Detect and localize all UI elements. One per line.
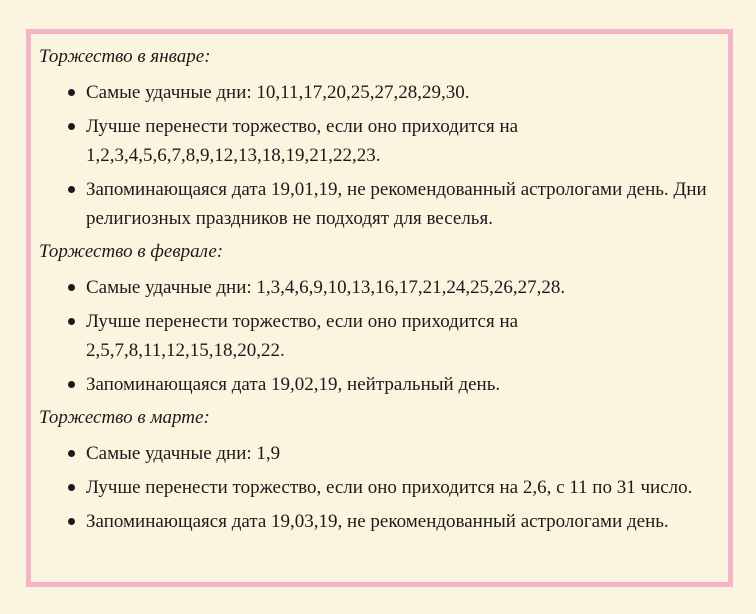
list-item: Лучше перенести торжество, если оно приходится на 1,2,3,4,5,6,7,8,9,12,13,18,19,21,22,23. [39,112,720,170]
list-item: Лучше перенести торжество, если оно приходится на 2,6, с 11 по 31 число. [39,473,720,502]
section-title-march: Торжество в марте: [39,407,210,428]
list-february [39,273,720,399]
list-item: Самые удачные дни: 1,9 [39,439,720,468]
section-title-january: Торжество в январе: [39,46,211,67]
list-item: Запоминающаяся дата 19,02,19, нейтральный день. [39,370,720,399]
list-item: Самые удачные дни: 1,3,4,6,9,10,13,16,17,21,24,25,26,27,28. [39,273,720,302]
list-march [39,439,720,536]
content-body [39,42,720,536]
content-frame [26,29,733,587]
list-item: Запоминающаяся дата 19,01,19, не рекомендованный астрологами день. Дни религиозных праздников не подходят для веселья. [39,175,720,233]
list-january [39,78,720,233]
list-item: Запоминающаяся дата 19,03,19, не рекомендованный астрологами день. [39,507,720,536]
list-item: Самые удачные дни: 10,11,17,20,25,27,28,29,30. [39,78,720,107]
list-item: Лучше перенести торжество, если оно приходится на 2,5,7,8,11,12,15,18,20,22. [39,307,720,365]
section-title-february: Торжество в феврале: [39,241,224,262]
